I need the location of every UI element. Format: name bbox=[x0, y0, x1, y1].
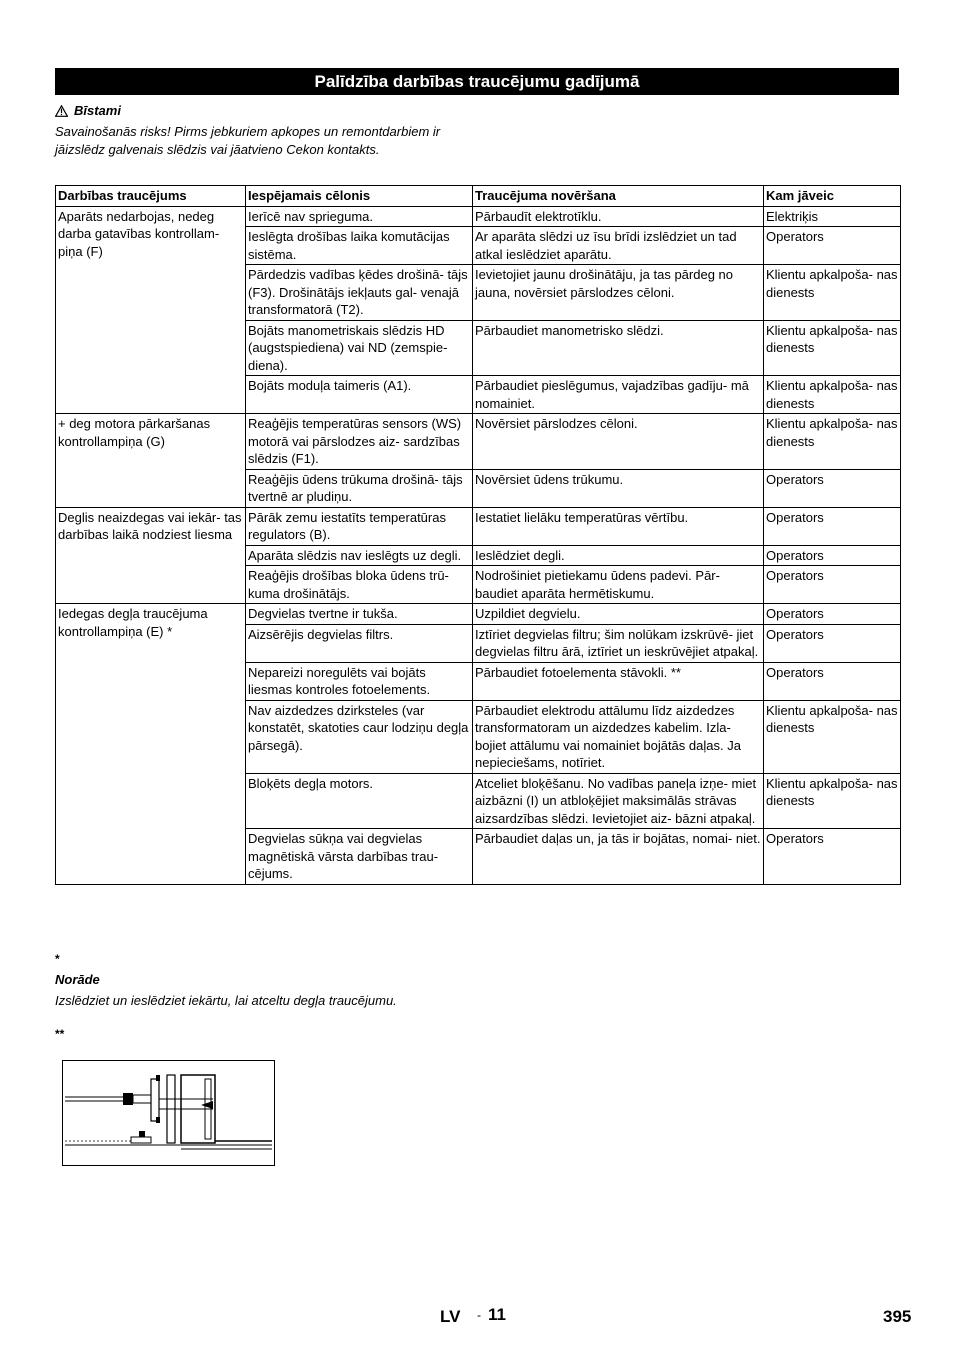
remedy-cell: Ievietojiet jaunu drošinātāju, ja tas pārdeg no jauna, novērsiet pārslodzes cēloni. bbox=[473, 265, 764, 321]
troubleshooting-table bbox=[55, 185, 901, 885]
by-whom-cell: Klientu apkalpoša- nas dienests bbox=[764, 414, 901, 470]
cause-cell: Degvielas tvertne ir tukša. bbox=[246, 604, 473, 625]
footer-dash: - bbox=[477, 1308, 481, 1322]
fault-cell: Deglis neaizdegas vai iekār- tas darbības laikā nodziest liesma bbox=[56, 507, 246, 604]
by-whom-cell: Operators bbox=[764, 604, 901, 625]
warning-heading bbox=[55, 103, 121, 118]
remedy-cell: Pārbaudiet daļas un, ja tās ir bojātas, nomai- niet. bbox=[473, 829, 764, 885]
by-whom-cell: Klientu apkalpoša- nas dienests bbox=[764, 773, 901, 829]
table-row bbox=[56, 507, 901, 545]
cause-cell: Bojāts manometriskais slēdzis HD (augstspiediena) vai ND (zemspie- diena). bbox=[246, 320, 473, 376]
cause-cell: Reaģējis drošības bloka ūdens trū- kuma drošinātājs. bbox=[246, 566, 473, 604]
remedy-cell: Nodrošiniet pietiekamu ūdens padevi. Pār- baudiet aparāta hermētiskumu. bbox=[473, 566, 764, 604]
by-whom-cell: Klientu apkalpoša- nas dienests bbox=[764, 320, 901, 376]
cause-cell: Nepareizi noregulēts vai bojāts liesmas kontroles fotoelements. bbox=[246, 662, 473, 700]
remedy-cell: Pārbaudiet pieslēgumus, vajadzības gadīju- mā nomainiet. bbox=[473, 376, 764, 414]
footnote-double-star: ** bbox=[55, 1027, 65, 1041]
fault-cell: + deg motora pārkaršanas kontrollampiņa (G) bbox=[56, 414, 246, 508]
remedy-cell: Pārbaudiet manometrisko slēdzi. bbox=[473, 320, 764, 376]
header-cause: Iespējamais cēlonis bbox=[246, 186, 473, 207]
cause-cell: Degvielas sūkņa vai degvielas magnētiskā vārsta darbības trau- cējums. bbox=[246, 829, 473, 885]
by-whom-cell: Klientu apkalpoša- nas dienests bbox=[764, 265, 901, 321]
header-by-whom: Kam jāveic bbox=[764, 186, 901, 207]
cause-cell: Aizsērējis degvielas filtrs. bbox=[246, 624, 473, 662]
fault-cell: Iedegas degļa traucējuma kontrollampiņa (E) * bbox=[56, 604, 246, 885]
cause-cell: Nav aizdedzes dzirksteles (var konstatēt, skatoties caur lodziņu degļa pārsegā). bbox=[246, 700, 473, 773]
remedy-cell: Novērsiet pārslodzes cēloni. bbox=[473, 414, 764, 470]
remedy-cell: Novērsiet ūdens trūkumu. bbox=[473, 469, 764, 507]
footer-section-page: 11 bbox=[488, 1305, 506, 1324]
note-text: Izslēdziet un ieslēdziet iekārtu, lai atceltu degļa traucējumu. bbox=[55, 993, 397, 1008]
fault-cell: Aparāts nedarbojas, nedeg darba gatavības kontrollam- piņa (F) bbox=[56, 206, 246, 414]
remedy-cell: Pārbaudīt elektrotīklu. bbox=[473, 206, 764, 227]
cause-cell: Reaģējis ūdens trūkuma drošinā- tājs tvertnē ar pludiņu. bbox=[246, 469, 473, 507]
cause-cell: Aparāta slēdzis nav ieslēgts uz degli. bbox=[246, 545, 473, 566]
by-whom-cell: Klientu apkalpoša- nas dienests bbox=[764, 700, 901, 773]
warning-triangle-icon bbox=[55, 105, 68, 117]
by-whom-cell: Operators bbox=[764, 566, 901, 604]
cause-cell: Reaģējis temperatūras sensors (WS) motorā vai pārslodzes aiz- sardzības slēdzis (F1). bbox=[246, 414, 473, 470]
cause-cell: Ieslēgta drošības laika komutācijas sistēma. bbox=[246, 227, 473, 265]
cause-cell: Bloķēts degļa motors. bbox=[246, 773, 473, 829]
by-whom-cell: Operators bbox=[764, 507, 901, 545]
cause-cell: Pārdedzis vadības ķēdes drošinā- tājs (F3). Drošinātājs iekļauts gal- venajā transformatorā (T2). bbox=[246, 265, 473, 321]
table-row bbox=[56, 414, 901, 470]
by-whom-cell: Operators bbox=[764, 829, 901, 885]
remedy-cell: Atceliet bloķēšanu. No vadības paneļa izņe- miet aizbāzni (I) un atbloķējiet maksimālās strāvas aizsardzības slēdzi. Ievietojiet aiz- bāzni atpakaļ. bbox=[473, 773, 764, 829]
remedy-cell: Iztīriet degvielas filtru; šim nolūkam izskrūvē- jiet degvielas filtru ārā, iztīriet un ieskrūvējiet atpakaļ. bbox=[473, 624, 764, 662]
remedy-cell: Pārbaudiet elektrodu attālumu līdz aizdedzes transformatoram un aizdedzes kabelim. Izla- bojiet attālumu vai nomainiet bojātās daļas. Ja nepieciešams, notīriet. bbox=[473, 700, 764, 773]
cause-cell: Ierīcē nav sprieguma. bbox=[246, 206, 473, 227]
page-title: Palīdzība darbības traucējumu gadījumā bbox=[55, 68, 899, 95]
table-header-row bbox=[56, 186, 901, 207]
by-whom-cell: Operators bbox=[764, 662, 901, 700]
remedy-cell: Pārbaudiet fotoelementa stāvokli. ** bbox=[473, 662, 764, 700]
warning-label: Bīstami bbox=[74, 103, 121, 118]
by-whom-cell: Operators bbox=[764, 227, 901, 265]
table-row bbox=[56, 604, 901, 625]
cause-cell: Bojāts moduļa taimeris (A1). bbox=[246, 376, 473, 414]
photocell-position-diagram bbox=[62, 1060, 275, 1166]
header-fault: Darbības traucējums bbox=[56, 186, 246, 207]
footer-language: LV bbox=[440, 1307, 461, 1326]
cause-cell: Pārāk zemu iestatīts temperatūras regulators (B). bbox=[246, 507, 473, 545]
remedy-cell: Uzpildiet degvielu. bbox=[473, 604, 764, 625]
footer-page-number: 395 bbox=[883, 1307, 912, 1326]
remedy-cell: Iestatiet lielāku temperatūras vērtību. bbox=[473, 507, 764, 545]
header-remedy: Traucējuma novēršana bbox=[473, 186, 764, 207]
note-heading: Norāde bbox=[55, 972, 100, 987]
footnote-star: * bbox=[55, 952, 60, 966]
remedy-cell: Ieslēdziet degli. bbox=[473, 545, 764, 566]
by-whom-cell: Operators bbox=[764, 469, 901, 507]
by-whom-cell: Klientu apkalpoša- nas dienests bbox=[764, 376, 901, 414]
by-whom-cell: Operators bbox=[764, 545, 901, 566]
by-whom-cell: Operators bbox=[764, 624, 901, 662]
remedy-cell: Ar aparāta slēdzi uz īsu brīdi izslēdziet un tad atkal ieslēdziet aparātu. bbox=[473, 227, 764, 265]
table-row bbox=[56, 206, 901, 227]
warning-text: Savainošanās risks! Pirms jebkuriem apkopes un remontdarbiem ir jāizslēdz galvenais slēdzis vai jāatvieno Cekon kontakts. bbox=[55, 124, 441, 157]
by-whom-cell: Elektriķis bbox=[764, 206, 901, 227]
